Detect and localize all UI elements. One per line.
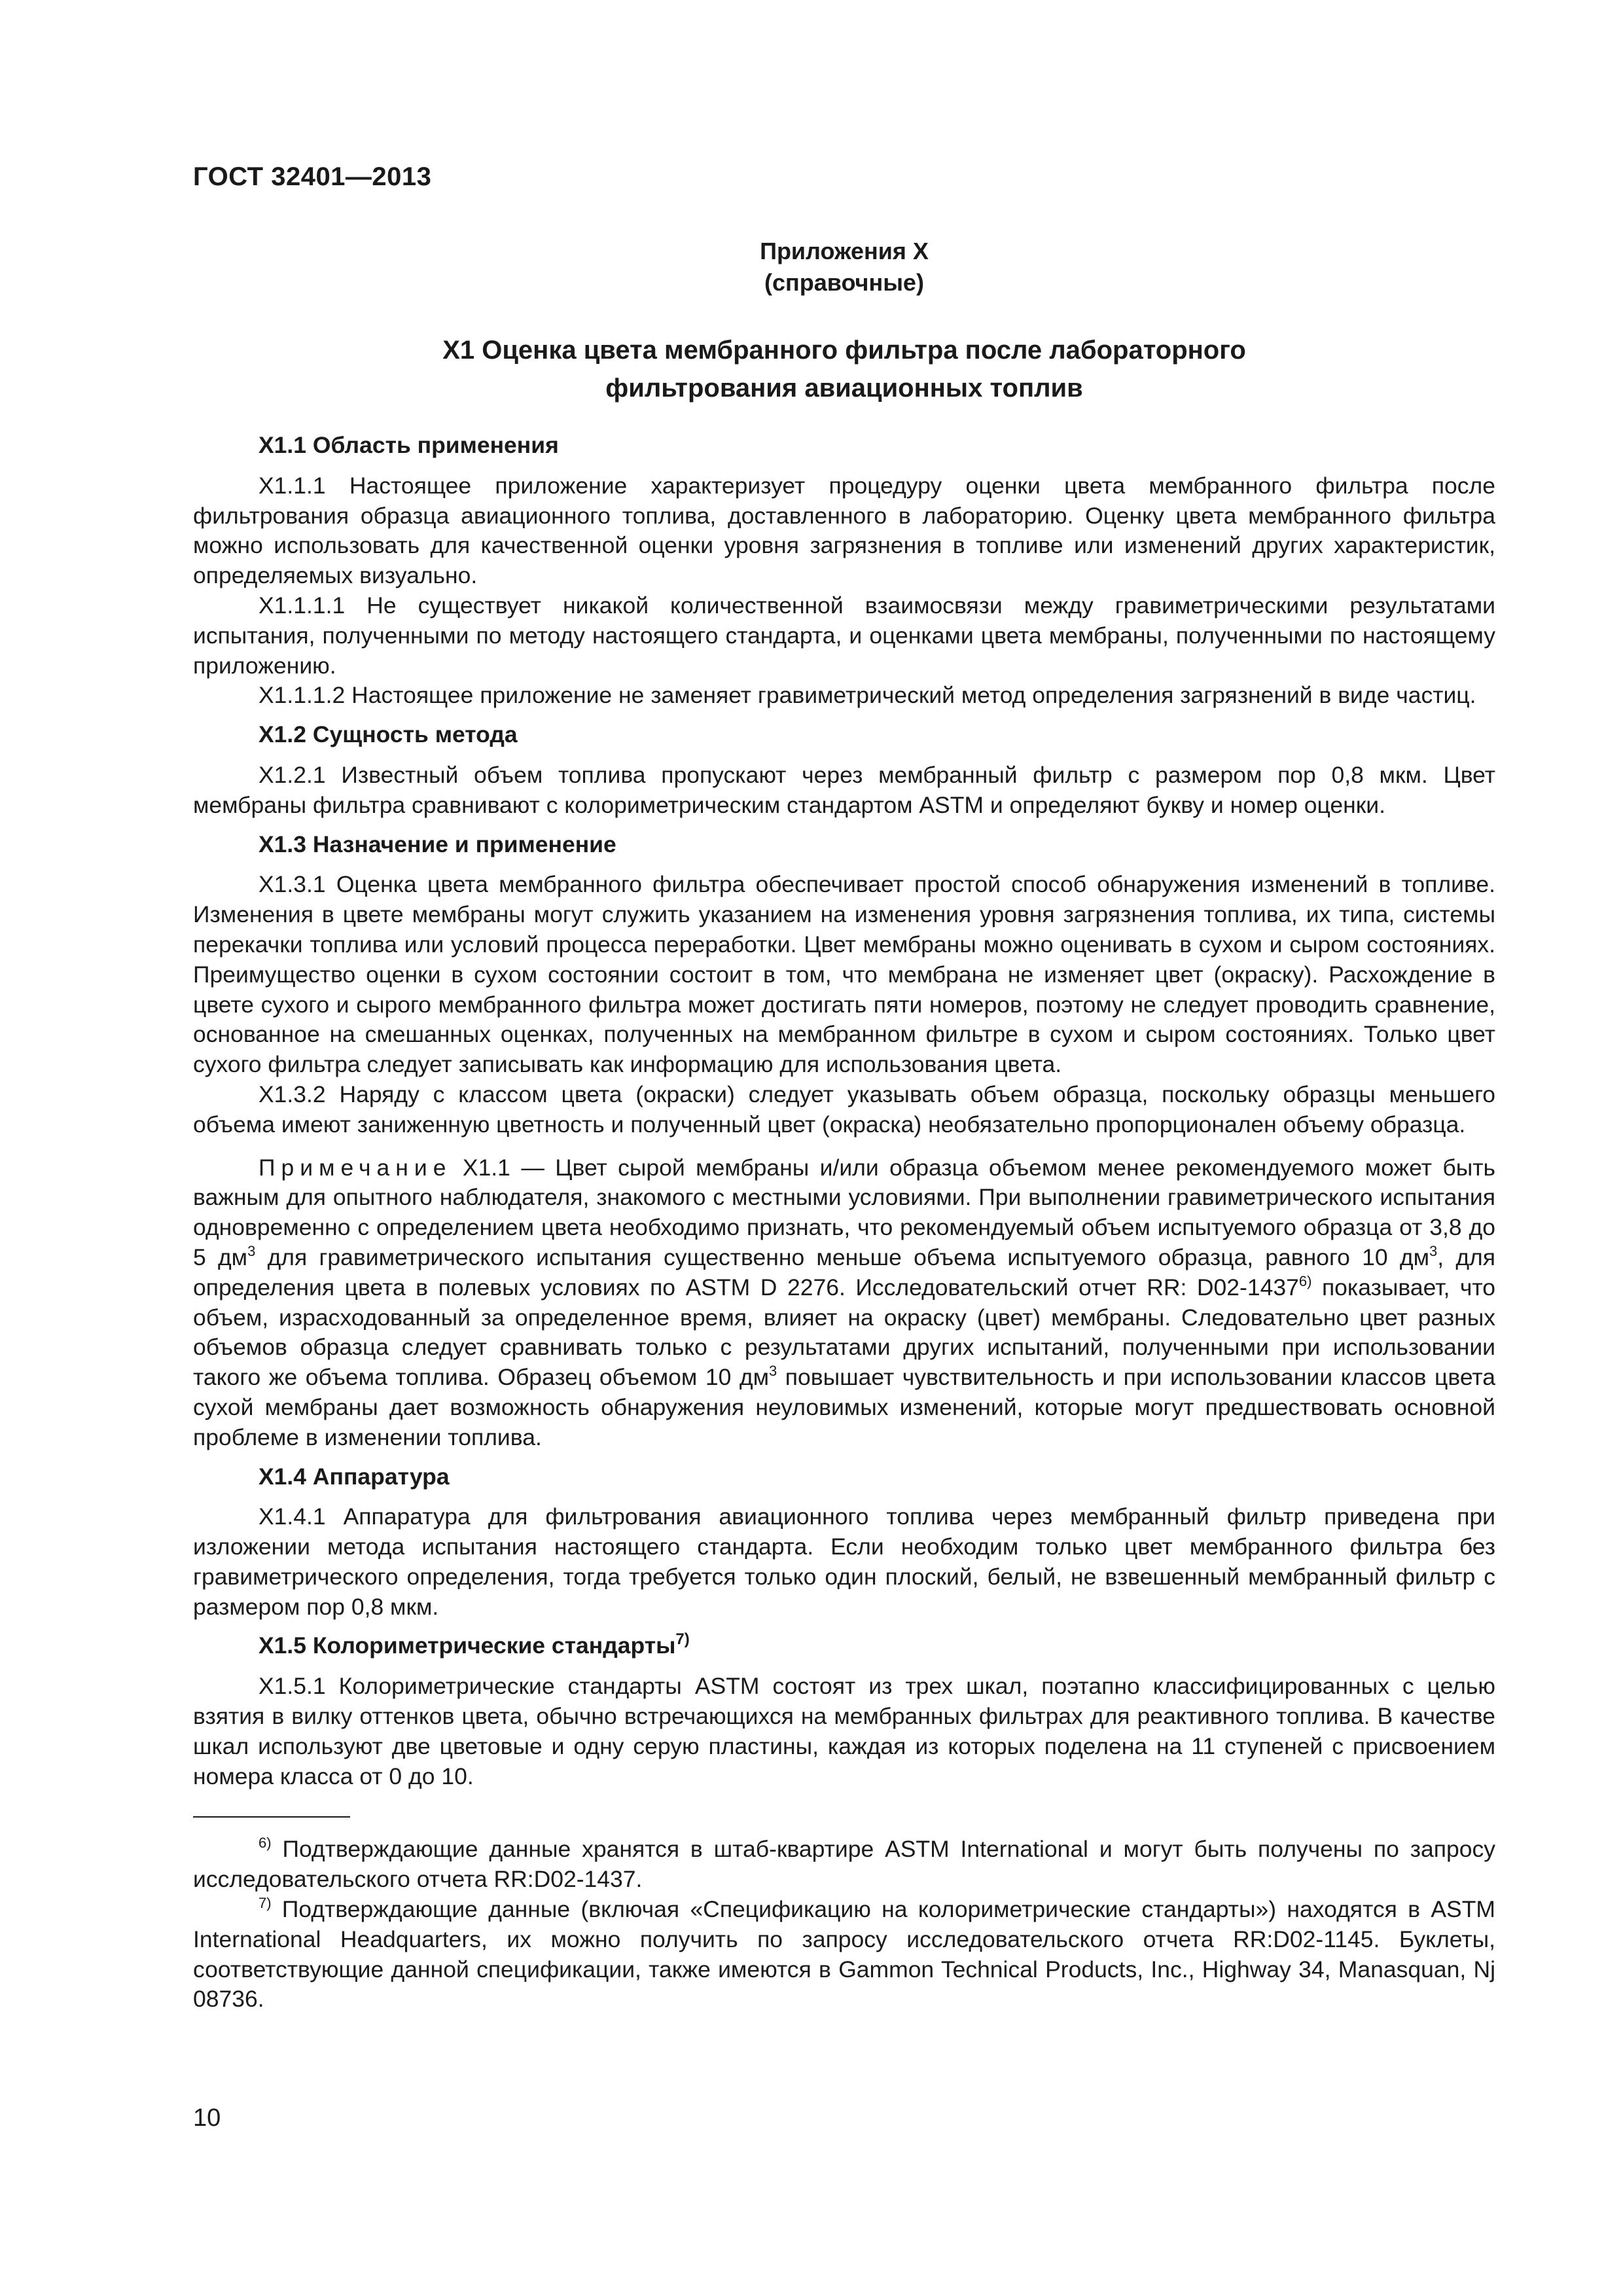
paragraph-x1-5-1: Х1.5.1 Колориметрические стандарты ASTM состоят из трех шкал, поэтапно классифицированных с целью взятия в вилку оттенков цвета, обычно встречающихся на мембранных фильтрах для реактивного топлива. В качестве шкал используют две цветовые и одну серую пластины, каждая из которых поделена на 11 ступеней с присвоением номера класса от 0 до 10. (193, 1673, 1495, 1789)
note-text-b: для гравиметрического испытания существенно меньше объема испытуемого образца, равного 10 дм (255, 1244, 1429, 1270)
document-code: ГОСТ 32401—2013 (193, 162, 432, 191)
paragraph-x1-3-1: Х1.3.1 Оценка цвета мембранного фильтра обеспечивает простой способ обнаружения изменений в топливе. Изменения в цвете мембраны могут служить указанием на изменения уровня загрязнения топлива, их типа, системы перекачки топлива или условий процесса переработки. Цвет мембраны можно оценивать в сухом и сыром состояниях. Преимущество оценки в сухом состоянии состоит в том, что мембрана не изменяет цвет (окраску). Расхождение в цвете сухого и сырого мембранного фильтра может достигать пяти номеров, поэтому не следует проводить сравнение, основанное на смешанных оценках, полученных на мембранном фильтре в сухом и сыром состояниях. Только цвет сухого фильтра следует записывать как информацию для использования цвета. (193, 871, 1495, 1078)
section-x1-title (193, 331, 1495, 407)
footnote-ref-7: 7) (675, 1630, 690, 1649)
paragraph-x1-2-1: Х1.2.1 Известный объем топлива пропускают через мембранный фильтр с размером пор 0,8 мкм. Цвет мембраны фильтра сравнивают с колориметрическим стандартом ASTM и определяют букву и номер оценки. (193, 761, 1495, 818)
footnote-6 (193, 1835, 1495, 1895)
paragraph-x1-1-1-1: Х1.1.1.1 Не существует никакой количественной взаимосвязи между гравиметрическими результатами испытания, полученными по методу настоящего стандарта, и оценками цвета мембраны, полученными по настоящему приложению. (193, 592, 1495, 679)
paragraph-x1-4-1: Х1.4.1 Аппаратура для фильтрования авиационного топлива через мембранный фильтр приведена при изложении метода испытания настоящего стандарта. Если необходим только цвет мембранного фильтра без гравиметрического определения, тогда требуется только один плоский, белый, не взвешенный мембранный фильтр с размером пор 0,8 мкм. (193, 1503, 1495, 1620)
footnote-6-text: Подтверждающие данные хранятся в штаб-квартире ASTM International и могут быть получены по запросу исследовательского отчета RR:D02-1437. (193, 1836, 1495, 1893)
section-x1-title-line1: Х1 Оценка цвета мембранного фильтра после лабораторного (442, 336, 1246, 365)
page-number: 10 (193, 2104, 221, 2132)
footnote-7-mark: 7) (259, 1895, 272, 1912)
heading-x1-2: Х1.2 Сущность метода (259, 721, 518, 748)
paragraph-x1-1-1: Х1.1.1 Настоящее приложение характеризует процедуру оценки цвета мембранного фильтра после фильтрования образца авиационного топлива, доставленного в лабораторию. Оценку цвета мембранного фильтра можно использовать для качественной оценки уровня загрязнения в топливе или изменений других характеристик, определяемых визуально. (193, 472, 1495, 589)
heading-x1-5-text: Х1.5 Колориметрические стандарты (259, 1632, 676, 1659)
superscript-3: 3 (247, 1242, 256, 1259)
note-label: Примечание (259, 1154, 452, 1181)
paragraph-x1-1-1-2: Х1.1.1.2 Настоящее приложение не заменяет гравиметрический метод определения загрязнений в виде частиц. (259, 682, 1476, 709)
note-text-d: показывает, что объем, израсходованный за определенное время, влияет на окраску (цвет) мембраны. Следовательно цвет разных объемов образца следует сравнивать только с результатами других испытаний, полученными при использовании такого же объема топлива. Образец объемом 10 дм (193, 1274, 1495, 1391)
note-text-e: повышает чувствительность и при использовании классов цвета сухой мембраны дает возможность обнаружения неуловимых изменений, которые могут предшествовать основной проблеме в изменении топлива. (193, 1364, 1495, 1450)
note-text-a: Х1.1 — Цвет сырой мембраны и/или образца объемом менее рекомендуемого может быть важным для опытного наблюдателя, знакомого с местными условиями. При выполнении гравиметрического испытания одновременно с определением цвета необходимо признать, что рекомендуемый объем испытуемого образца от 3,8 до 5 дм (193, 1154, 1495, 1270)
footnote-ref-6: 6) (1298, 1272, 1312, 1289)
superscript-3: 3 (1429, 1242, 1438, 1259)
page-content (193, 236, 1495, 2015)
heading-x1-1: Х1.1 Область применения (259, 432, 559, 458)
footnotes (193, 1835, 1495, 2015)
footnote-6-mark: 6) (259, 1835, 272, 1852)
section-x1-title-line2: фильтрования авиационных топлив (605, 374, 1083, 403)
appendix-title: Приложения X (760, 238, 929, 264)
footnote-7-text: Подтверждающие данные (включая «Спецификацию на колориметрические стандарты») находятся в ASTM International Headquarters, их можно получить по запросу исследовательского отчета RR:D02-1145. Буклеты, соответствующие данной спецификации, также имеются в Gammon Technical Products, Inc., Highway 34, Manasquan, Nj 08736. (193, 1896, 1495, 2013)
appendix-subtitle: (справочные) (764, 269, 924, 296)
note-text-c: , для определения цвета в полевых условиях по ASTM D 2276. Исследовательский отчет RR: D02-1437 (193, 1244, 1495, 1300)
footnote-7 (193, 1895, 1495, 2015)
heading-x1-3: Х1.3 Назначение и применение (259, 831, 616, 857)
paragraph-x1-3-2: Х1.3.2 Наряду с классом цвета (окраски) следует указывать объем образца, поскольку образцы меньшего объема имеют заниженную цветность и полученный цвет (окраска) необязательно пропорционален объему образца. (193, 1081, 1495, 1138)
note-x1-1 (193, 1153, 1495, 1453)
footnote-divider (193, 1816, 350, 1818)
heading-x1-5 (193, 1631, 1495, 1661)
heading-x1-4: Х1.4 Аппаратура (259, 1463, 450, 1490)
superscript-3: 3 (769, 1363, 777, 1380)
